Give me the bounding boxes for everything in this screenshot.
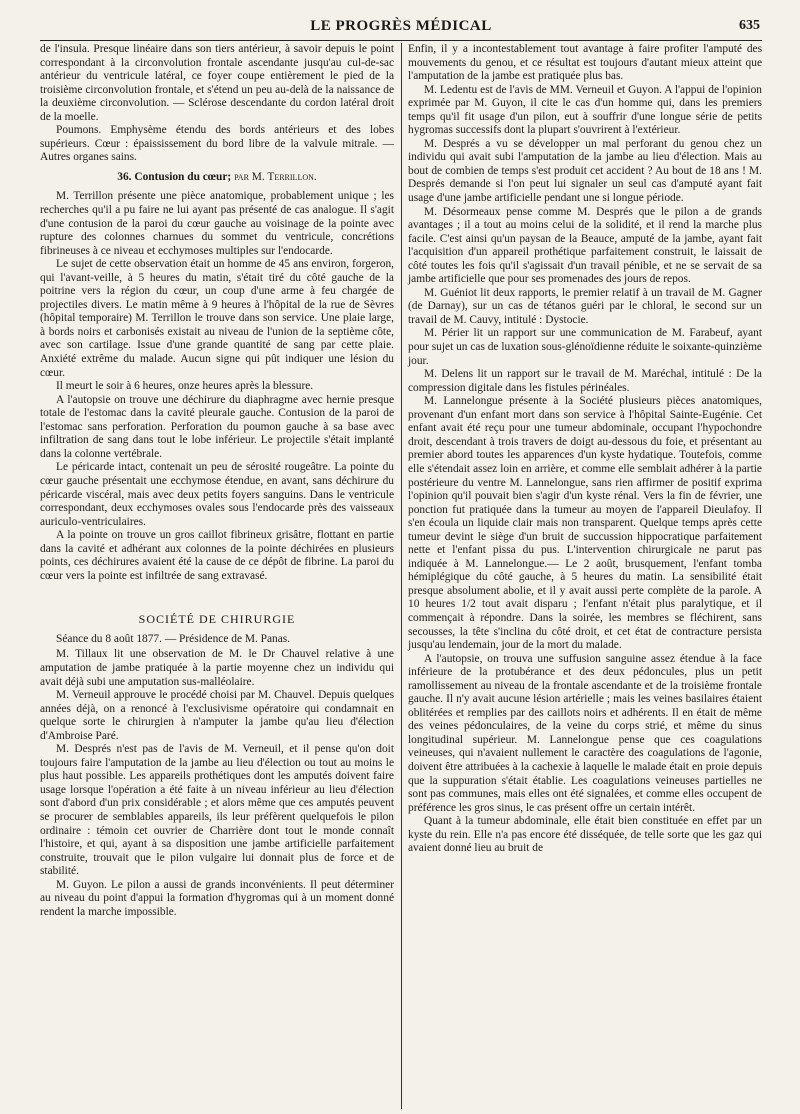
paragraph: Quant à la tumeur abdominale, elle était bien constituée en effet par un kyste du rein. Elle n'a pas encore été disséquée, de telle sorte que les gaz qui avaient donné lieu au bruit de — [408, 815, 762, 855]
column-divider — [401, 43, 402, 1109]
paragraph: M. Ledentu est de l'avis de MM. Verneuil et Guyon. A l'appui de l'opinion exprimée par M. Guyon, il cite le cas d'un homme qui, dans les premiers temps qu'il fit usage d'un pilon, eut à souffrir d'une longue série de petits hygromas successifs dont la plupart s'ouvrirent à l'extérieur. — [408, 83, 762, 137]
paragraph: M. Désormeaux pense comme M. Després que le pilon a de grands avantages ; il a tout au moins celui de la solidité, et il rend la marche plus facile. C'est ainsi qu'un paysan de la Beauce, amputé de la jambe, ayant fait l'acquisition d'un appareil prothétique parfaitement construit, le laissait de côté toutes les fois qu'il s'agissait d'un travail pénible, et ne se servait de sa jambe artificielle que pour ses promenades des jours de repos. — [408, 205, 762, 286]
page-header — [40, 16, 762, 41]
section-title: SOCIÉTÉ DE CHIRURGIE — [138, 612, 296, 627]
journal-title: LE PROGRÈS MÉDICAL — [310, 18, 492, 34]
paragraph: M. Guyon. Le pilon a aussi de grands inconvénients. Il peut déterminer au niveau du point d'appui la formation d'hygromas qui à un moment donné rendent la marche impossible. — [40, 878, 394, 918]
session-line: Séance du 8 août 1877. — Présidence de M. Panas. — [56, 632, 291, 645]
paragraph: A la pointe on trouve un gros caillot fibrineux grisâtre, flottant en partie dans la cavité et adhérant aux colonnes de la pointe déchirées en plusieurs points, ces déchirures avaient été la cause de ce dépôt de fibrine. La paroi du cœur vers la pointe est infiltrée de sang extravasé. — [40, 529, 394, 582]
paragraph: de l'insula. Presque linéaire dans son tiers antérieur, à savoir depuis le point correspondant à la circonvolution frontale ascendante jusqu'au cul-de-sac antérieur du ventricule latéral, ce foyer coupe entièrement le pied de la troisième circonvolution frontale, et s'étend un peu au-delà de la naissance de la deuxième circonvolution. — Sclérose descendante du cordon latéral droit de la moelle. — [40, 43, 394, 123]
article-number: 36. — [117, 170, 132, 183]
paragraph: M. Després n'est pas de l'avis de M. Verneuil, et il pense qu'on doit toujours faire l'amputation de la jambe au lieu d'élection ou tout au moins le plus haut possible. Les appareils prothétiques dont les amputés doivent faire usage lorsque l'opération a été faite à un niveau inférieur au lieu d'élection sont d'abord d'un prix considérable ; et alors même que ces amputés peuvent se procurer de semblables appareils, ils leur préfèrent quelquefois le pilon ordinaire : témoin cet ouvrier de Charrière dont tout le monde connaît l'histoire, et qui, ayant à sa disposition une jambe artificielle parfaitement construite, trouvait que le pilon vulgaire lui donnait plus de force et de stabilité. — [40, 743, 394, 878]
right-column — [408, 43, 762, 856]
article-title: Contusion du cœur; — [134, 170, 232, 183]
page-number: 635 — [739, 18, 760, 33]
paragraph: M. Lannelongue présente à la Société plusieurs pièces anatomiques, provenant d'un enfant mort dans son service à l'hôpital Sainte-Eugénie. Cet enfant avait été reçu pour une tumeur abdominale, occupant l'hypochondre droit, descendant à trois travers de doigt au-dessous du foie, et présentant au premier abord toutes les apparences d'un kyste hydatique. Toutefois, comme elle s'étendait assez loin en arrière, et comme elle semblait adhérer à la partie postérieure du ventre M. Lannelongue, sans rien affirmer de positif exprima l'opinion qu'il pouvait bien s'agir d'un kyste rénal. Vers la fin de février, une ponction fut pratiquée dans la tumeur au moyen de l'appareil Dieulafoy. Il s'en écoula un liquide clair mais non transparent. Quelque temps après cette tumeur devint le siège d'un bruit de succussion hippocratique parfaitement nette et l'enfant pissa du pus. L'intervention chirurgicale ne parut pas indiquée à M. Lannelongue.— Le 2 août, brusquement, l'enfant tomba hémiplégique du côté gauche, à 5 heures du matin. La sensibilité était presque absolument abolie, et il y avait aussi perte complète de la parole. A 10 heures 1/2 tout avait disparu ; l'enfant n'était plus paralytique, et il commençait à répondre. Dans la soirée, les membres se fléchirent, sans secousses, la tête s'inclina du côté droit, et cet état de contracture persista jusqu'au lendemain, jour de la mort du malade. — [408, 395, 762, 652]
paragraph: M. Terrillon présente une pièce anatomique, probablement unique ; les recherches qu'il a pu faire ne lui ayant pas présenté de cas analogue. Il s'agit d'une contusion de la paroi du cœur gauche au voisinage de la pointe avec rupture des colonnes charnues du sommet du ventricule, concrétions fibrineuses à ce niveau et ecchymoses multiples sur l'endocarde. — [40, 190, 394, 257]
paragraph: A l'autopsie, on trouva une suffusion sanguine assez étendue à la face inférieure de la protubérance et des deux pédoncules, plus un petit ramollissement au niveau de la frontale ascendante et de la troisième frontale gauche. Il n'y avait aucune lésion artérielle ; mais les veines basilaires étaient oblitérées et remplies par des caillots noirs et adhérents. Il en était de même des veines pédonculaires, de la veine du corps strié, et même du sinus longitudinal supérieur. M. Lannelongue pense que ces coagulations veineuses, qui n'avaient nullement le caractère des coagulations de l'agonie, doivent être attribuées à la cachexie à laquelle le malade était en proie depuis que la suppuration s'était établie. Les coagulations veineuses partielles ne sont pas communes, mais elles ont été signalées, et comme elles occupent de préférence les gros sinus, le cas présent offre un certain intérêt. — [408, 652, 762, 814]
paragraph: Le péricarde intact, contenait un peu de sérosité rougeâtre. La pointe du cœur gauche présentait une ecchymose étendue, en avant, sans déchirure du péricarde viscéral, mais avec deux petits foyers sanguins. Dans le ventricule correspondant, deux ecchymoses ovales sous l'endocarde près des vaisseaux auriculo-ventriculaires. — [40, 461, 394, 528]
paragraph: M. Delens lit un rapport sur le travail de M. Maréchal, intitulé : De la compression digitale dans les fistules périnéales. — [408, 368, 762, 394]
paragraph: Il meurt le soir à 6 heures, onze heures après la blessure. — [56, 380, 314, 393]
paragraph: M. Després a vu se développer un mal perforant du genou chez un individu qui avait subi l'amputation de la jambe au lieu d'élection. Mais au bout de combien de temps s'est produit cet accident ? Au bout de 18 ans ! M. Després demande si l'on peut lui signaler un seul cas d'amputé ayant fait usage d'une jambe artificielle pendant une si longue période. — [408, 137, 762, 205]
paragraph: M. Verneuil approuve le procédé choisi par M. Chauvel. Depuis quelques années déjà, on a renoncé à l'exclusivisme opératoire qui condamnait en quelque sorte le chirurgien à n'amputer la jambe qu'au lieu d'élection d'Ambroise Paré. — [40, 689, 394, 742]
left-column — [40, 43, 394, 919]
article-author: par M. Terrillon. — [234, 170, 317, 183]
paragraph: Enfin, il y a incontestablement tout avantage à faire profiter l'amputé des mouvements du genou, et ce résultat est toujours d'autant mieux atteint que l'amputation de la jambe est pratiquée plus bas. — [408, 43, 762, 83]
paragraph: Poumons. Emphysème étendu des bords antérieurs et des lobes supérieurs. Cœur : épaississement du bord libre de la valvule mitrale. — Autres organes sains. — [40, 124, 394, 164]
article-columns — [40, 43, 762, 1113]
article-subheading — [40, 171, 394, 185]
paragraph: A l'autopsie on trouve une déchirure du diaphragme avec hernie presque totale de l'estomac dans la cavité pleurale gauche. Contusion de la paroi de l'estomac sans perforation. Perforation du poumon gauche à sa base avec infiltration de sang dans tout le lobe inférieur. Le projectile s'était implanté dans la colonne vertébrale. — [40, 393, 394, 460]
paragraph: M. Guéniot lit deux rapports, le premier relatif à un travail de M. Gagner (de Darnay), sur un cas de tétanos guéri par le chloral, le second sur un travail de M. Cauvy, intitulé : Dystocie. — [408, 286, 762, 326]
paragraph: M. Périer lit un rapport sur une communication de M. Farabeuf, ayant pour sujet un cas de luxation sous-glénoïdienne réduite le soixante-quinzième jour. — [408, 327, 762, 367]
paragraph: Le sujet de cette observation était un homme de 45 ans environ, forgeron, qui l'avant-veille, à 5 heures du matin, s'était tiré du côté gauche de la poitrine vers la région du cœur, un coup d'une arme à feu chargée de projectiles divers. Le matin même à 9 heures à l'hôpital de la rue de Sèvres (hôpital temporaire) M. Terrillon le trouve dans son service. Une plaie large, à bords noirs et carbonisés existait au niveau de l'union de la septième côte, avec son cartilage. Issue d'une grande quantité de sang par cette plaie. Anxiété extrême du malade. Aucun signe qui pût indiquer une lésion du cœur. — [40, 258, 394, 379]
paragraph: M. Tillaux lit une observation de M. le Dr Chauvel relative à une amputation de jambe pratiquée à la partie moyenne chez un individu qui avait déjà subi une amputation sus-malléolaire. — [40, 648, 394, 688]
